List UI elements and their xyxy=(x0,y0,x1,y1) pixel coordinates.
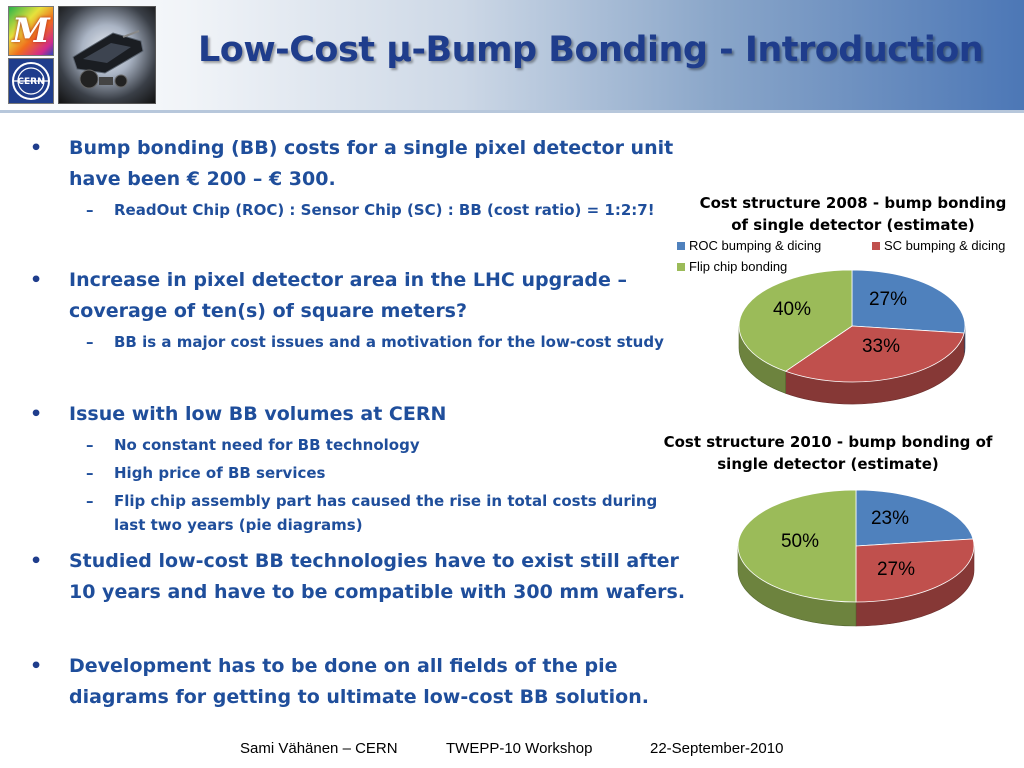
conference-logo-letter: M xyxy=(12,11,50,51)
bullet-item xyxy=(30,546,690,608)
sub-bullet-text: Flip chip assembly part has caused the rise in total costs during last two years (pie diagrams) xyxy=(114,492,658,534)
bullet-item xyxy=(30,265,690,327)
sub-bullet-item xyxy=(30,198,690,222)
bullet-mark: • xyxy=(30,269,43,291)
bullet-text: Studied low-cost BB technologies have to exist still after 10 years and have to be compatible with 300 mm wafers. xyxy=(69,550,686,603)
svg-text:CERN: CERN xyxy=(17,77,45,87)
sub-bullet-text: High price of BB services xyxy=(114,464,326,482)
bullet-text: Increase in pixel detector area in the LHC upgrade – coverage of ten(s) of square meters? xyxy=(69,269,627,322)
bullet-item xyxy=(30,399,690,430)
sub-bullet-text: ReadOut Chip (ROC) : Sensor Chip (SC) : BB (cost ratio) = 1:2:7! xyxy=(114,201,655,219)
pie-data-label-0-0: 27% xyxy=(868,289,908,310)
sub-bullet-item xyxy=(30,461,690,485)
sub-bullet-item xyxy=(30,489,690,537)
bullet-text: Bump bonding (BB) costs for a single pixel detector unit have been € 200 – € 300. xyxy=(69,137,674,190)
bullet-item xyxy=(30,133,690,195)
sub-bullet-mark: – xyxy=(86,492,94,510)
banner-divider xyxy=(0,110,1024,113)
sub-bullet-item xyxy=(30,433,690,457)
legend-item-roc xyxy=(677,238,821,253)
sub-bullet-mark: – xyxy=(86,333,94,351)
bullet-mark: • xyxy=(30,137,43,159)
footer-author: Sami Vähänen – CERN xyxy=(240,740,398,757)
chart-2008-title-line1: Cost structure 2008 - bump bonding xyxy=(699,194,1007,212)
legend-swatch-sc xyxy=(872,242,880,250)
legend-label-roc: ROC bumping & dicing xyxy=(689,238,822,253)
pie-data-label-1-1: 27% xyxy=(876,559,916,580)
conference-logo xyxy=(8,6,54,56)
pie-chart-2010 xyxy=(730,482,985,637)
chart-2010-title xyxy=(660,431,996,475)
pie-chart-2008 xyxy=(730,266,975,411)
sub-bullet-item xyxy=(30,330,690,354)
pie-data-label-1-2: 50% xyxy=(780,531,820,552)
pie-data-label-0-2: 40% xyxy=(772,299,812,320)
page-title: Low-Cost μ-Bump Bonding - Introduction xyxy=(198,30,984,70)
bullet-item xyxy=(30,651,690,713)
bullet-text: Issue with low BB volumes at CERN xyxy=(69,403,447,425)
bullet-text: Development has to be done on all fields of the pie diagrams for getting to ultimate low-cost BB solution. xyxy=(69,655,649,708)
legend-label-flip: Flip chip bonding xyxy=(689,259,788,274)
chart-2008-title xyxy=(690,192,1016,236)
cern-logo xyxy=(8,58,54,104)
bullet-mark: • xyxy=(30,550,43,572)
chart-2010-title-line1: Cost structure 2010 - bump bonding of xyxy=(663,433,993,451)
sub-bullet-mark: – xyxy=(86,464,94,482)
bullet-mark: • xyxy=(30,655,43,677)
legend-item-sc xyxy=(872,238,1005,253)
footer xyxy=(0,740,1024,760)
pie-data-label-1-0: 23% xyxy=(870,508,910,529)
sub-bullet-mark: – xyxy=(86,436,94,454)
bullet-mark: • xyxy=(30,403,43,425)
legend-swatch-flip xyxy=(677,263,685,271)
chart-2010-title-line2: single detector (estimate) xyxy=(717,455,939,473)
detector-photo xyxy=(58,6,156,104)
legend-label-sc: SC bumping & dicing xyxy=(884,238,1006,253)
footer-event: TWEPP-10 Workshop xyxy=(446,740,593,757)
footer-date: 22-September-2010 xyxy=(650,740,784,757)
sub-bullet-text: No constant need for BB technology xyxy=(114,436,420,454)
sub-bullet-text: BB is a major cost issues and a motivation for the low-cost study xyxy=(114,333,664,351)
chart-2008-title-line2: of single detector (estimate) xyxy=(731,216,975,234)
sub-bullet-mark: – xyxy=(86,201,94,219)
legend-swatch-roc xyxy=(677,242,685,250)
pie-data-label-0-1: 33% xyxy=(861,336,901,357)
